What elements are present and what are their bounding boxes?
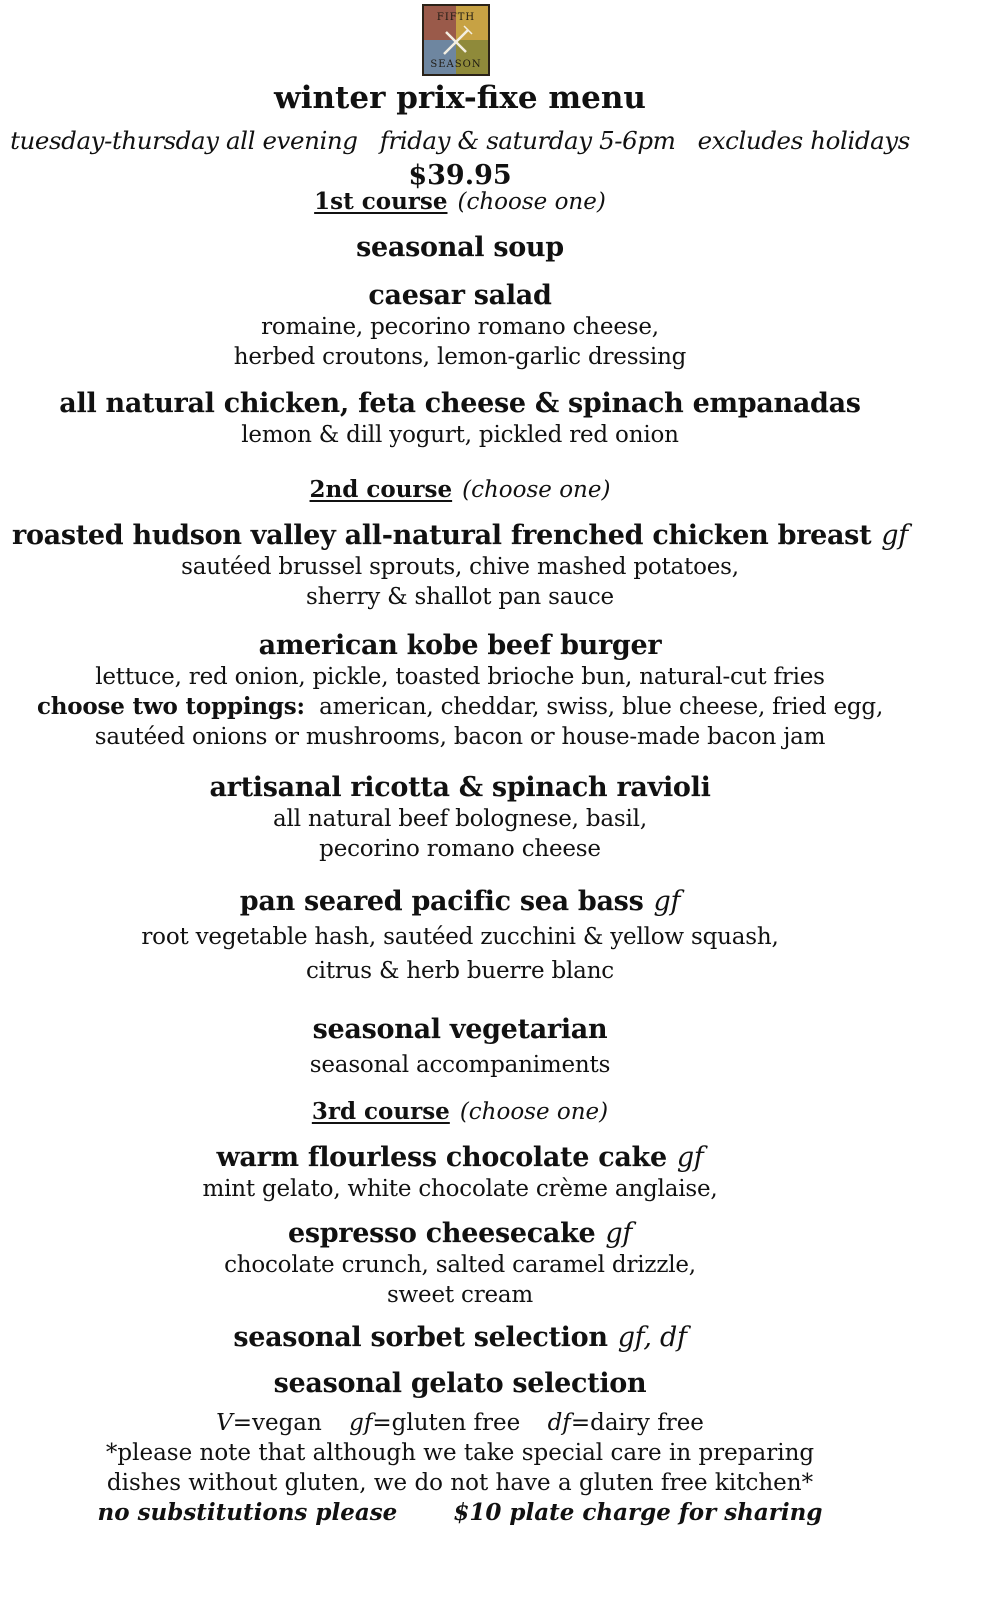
menu-item-kobe-burger xyxy=(0,630,920,752)
course-choose: (choose one) xyxy=(459,1099,609,1125)
menu-title: winter prix-fixe menu xyxy=(274,80,646,116)
menu-item-espresso-cheesecake xyxy=(0,1218,920,1310)
course-choose: (choose one) xyxy=(457,189,606,215)
gluten-note: dishes without gluten, we do not have a gluten free kitchen* xyxy=(106,1470,814,1496)
item-description: chocolate crunch, salted caramel drizzle, xyxy=(224,1252,696,1278)
menu-item-seasonal-vegetarian xyxy=(0,1014,920,1080)
dietary-tag: gf xyxy=(676,1142,704,1173)
item-description: seasonal accompaniments xyxy=(309,1052,611,1078)
legend-abbr: df xyxy=(547,1410,571,1436)
restaurant-logo xyxy=(422,4,490,76)
course-choose: (choose one) xyxy=(462,477,611,503)
menu-item-ravioli xyxy=(0,772,920,864)
dietary-tag: gf xyxy=(881,520,908,551)
no-substitutions: no substitutions please xyxy=(97,1499,398,1526)
item-name: warm flourless chocolate cake xyxy=(216,1142,667,1173)
item-name: american kobe beef burger xyxy=(258,630,662,661)
course-label: 1st course xyxy=(314,188,448,215)
course-heading-1 xyxy=(0,188,920,215)
dietary-tag: gf xyxy=(605,1218,633,1249)
item-description: pecorino romano cheese xyxy=(319,836,601,862)
item-name: seasonal vegetarian xyxy=(312,1014,608,1045)
item-description: lemon & dill yogurt, pickled red onion xyxy=(241,422,679,448)
item-description: citrus & herb buerre blanc xyxy=(306,958,614,984)
item-name: espresso cheesecake xyxy=(287,1218,596,1249)
menu-item-sea-bass xyxy=(0,886,920,986)
item-name: seasonal sorbet selection xyxy=(233,1322,608,1353)
menu-item-chicken-breast xyxy=(0,520,920,612)
menu-footer xyxy=(0,1408,920,1528)
item-description: romaine, pecorino romano cheese, xyxy=(261,314,659,340)
item-name: seasonal gelato selection xyxy=(273,1368,647,1399)
menu-item-sorbet xyxy=(0,1322,920,1354)
legend-text: =gluten free xyxy=(372,1410,521,1436)
toppings-list: american, cheddar, swiss, blue cheese, fried egg, xyxy=(319,694,884,720)
logo-line-2: SEASON xyxy=(430,59,482,70)
item-name: artisanal ricotta & spinach ravioli xyxy=(209,772,711,803)
dietary-tag: gf xyxy=(653,886,681,917)
menu-price: $39.95 xyxy=(408,160,512,191)
menu-item-seasonal-soup xyxy=(0,232,920,264)
logo-line-1: FIFTH xyxy=(436,12,476,23)
item-description: all natural beef bolognese, basil, xyxy=(273,806,647,832)
dietary-legend xyxy=(0,1408,920,1438)
toppings-list: sautéed onions or mushrooms, bacon or house-made bacon jam xyxy=(94,724,826,750)
item-name: roasted hudson valley all-natural frenched chicken breast xyxy=(12,520,872,551)
item-description: sherry & shallot pan sauce xyxy=(306,584,614,610)
item-description: lettuce, red onion, pickle, toasted brioche bun, natural-cut fries xyxy=(95,664,825,690)
item-description: sautéed brussel sprouts, chive mashed potatoes, xyxy=(181,554,739,580)
item-name: all natural chicken, feta cheese & spinach empanadas xyxy=(59,388,861,419)
item-description: mint gelato, white chocolate crème anglaise, xyxy=(202,1176,718,1202)
item-description: root vegetable hash, sautéed zucchini & yellow squash, xyxy=(141,924,779,950)
toppings-label: choose two toppings: xyxy=(36,693,305,720)
course-label: 3rd course xyxy=(311,1098,450,1125)
menu-availability: tuesday-thursday all evening friday & saturday 5-6pm excludes holidays xyxy=(10,126,910,155)
item-name: pan seared pacific sea bass xyxy=(239,886,644,917)
course-heading-3 xyxy=(0,1098,920,1125)
course-label: 2nd course xyxy=(309,476,453,503)
menu-item-caesar-salad xyxy=(0,280,920,372)
item-description: sweet cream xyxy=(386,1282,534,1308)
plate-charge: $10 plate charge for sharing xyxy=(453,1499,823,1526)
gluten-note: *please note that although we take special care in preparing xyxy=(105,1440,815,1466)
policy-line xyxy=(0,1498,920,1528)
menu-item-empanadas xyxy=(0,388,920,450)
course-heading-2 xyxy=(0,476,920,503)
legend-abbr: gf xyxy=(349,1410,373,1436)
dietary-tag: gf, df xyxy=(617,1322,687,1353)
legend-text: =dairy free xyxy=(570,1410,704,1436)
item-name: seasonal soup xyxy=(356,232,564,263)
legend-abbr: V xyxy=(216,1410,233,1436)
item-description: herbed croutons, lemon-garlic dressing xyxy=(233,344,687,370)
menu-item-gelato xyxy=(0,1368,920,1400)
legend-text: =vegan xyxy=(232,1410,322,1436)
menu-item-chocolate-cake xyxy=(0,1142,920,1204)
item-name: caesar salad xyxy=(368,280,552,311)
